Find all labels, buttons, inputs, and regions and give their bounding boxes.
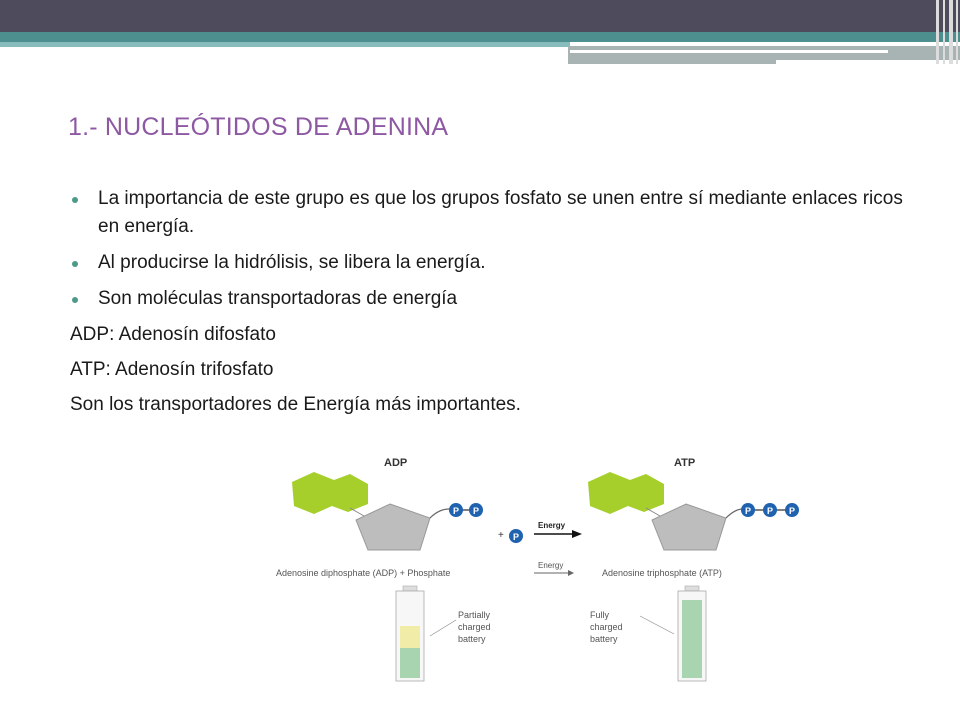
battery-full-icon	[590, 586, 706, 681]
svg-text:P: P	[789, 506, 796, 516]
adenine-base-shape	[588, 472, 664, 514]
phosphate-icon	[449, 503, 463, 517]
header-band-light-teal	[0, 42, 570, 47]
bullet-text: Son moléculas transportadoras de energía	[98, 288, 458, 309]
equation-right: Adenosine triphosphate (ATP)	[602, 568, 722, 578]
svg-text:P: P	[745, 506, 752, 516]
ribose-sugar-shape	[356, 504, 430, 550]
text-line-atp: ATP: Adenosín trifosfato	[70, 359, 274, 380]
equation-left: Adenosine diphosphate (ADP) + Phosphate	[276, 568, 451, 578]
header-band-line	[570, 50, 888, 53]
ribose-sugar-shape	[652, 504, 726, 550]
slide-body	[70, 185, 920, 426]
adp-label: ADP	[384, 457, 408, 469]
adp-molecule	[292, 457, 483, 550]
plus-sign: +	[498, 530, 504, 541]
header-band-teal	[0, 32, 960, 42]
battery-partial-icon	[396, 586, 491, 681]
battery-right-line-2: charged	[590, 622, 623, 632]
svg-text:P: P	[473, 506, 480, 516]
bullet-item	[70, 285, 920, 313]
header-band-stripes	[932, 0, 960, 64]
atp-label: ATP	[674, 457, 696, 469]
bullet-item	[70, 185, 920, 241]
reaction-arrow	[498, 521, 582, 543]
phosphate-icon	[509, 529, 523, 543]
battery-right-line-1: Fully	[590, 610, 610, 620]
adenine-base-shape	[292, 472, 368, 514]
battery-left-line-3: battery	[458, 634, 486, 644]
phosphate-icon	[469, 503, 483, 517]
battery-left-line-2: charged	[458, 622, 491, 632]
svg-text:P: P	[453, 506, 460, 516]
bullet-dot	[72, 197, 78, 203]
bullet-dot	[72, 297, 78, 303]
header-band-dark	[0, 0, 960, 32]
svg-text:P: P	[513, 532, 520, 542]
bullet-text: Al producirse la hidrólisis, se libera la energía.	[98, 252, 486, 273]
text-line-adp: ADP: Adenosín difosfato	[70, 324, 276, 345]
adp-atp-diagram	[272, 446, 812, 686]
text-line-summary: Son los transportadores de Energía más importantes.	[70, 394, 521, 415]
svg-text:P: P	[767, 506, 774, 516]
bullet-dot	[72, 261, 78, 267]
slide-title: 1.- NUCLEÓTIDOS DE ADENINA	[68, 113, 449, 141]
atp-molecule	[588, 457, 799, 550]
phosphate-icon	[763, 503, 777, 517]
phosphate-icon	[785, 503, 799, 517]
phosphate-icon	[741, 503, 755, 517]
equation-energy: Energy	[538, 561, 564, 570]
reaction-equation	[276, 561, 722, 578]
bullet-text: La importancia de este grupo es que los grupos fosfato se unen entre sí mediante enlaces ricos en energía.	[98, 188, 903, 237]
battery-left-line-1: Partially	[458, 610, 491, 620]
energy-arrow-label: Energy	[538, 521, 566, 530]
bullet-item	[70, 249, 920, 277]
battery-right-line-3: battery	[590, 634, 618, 644]
